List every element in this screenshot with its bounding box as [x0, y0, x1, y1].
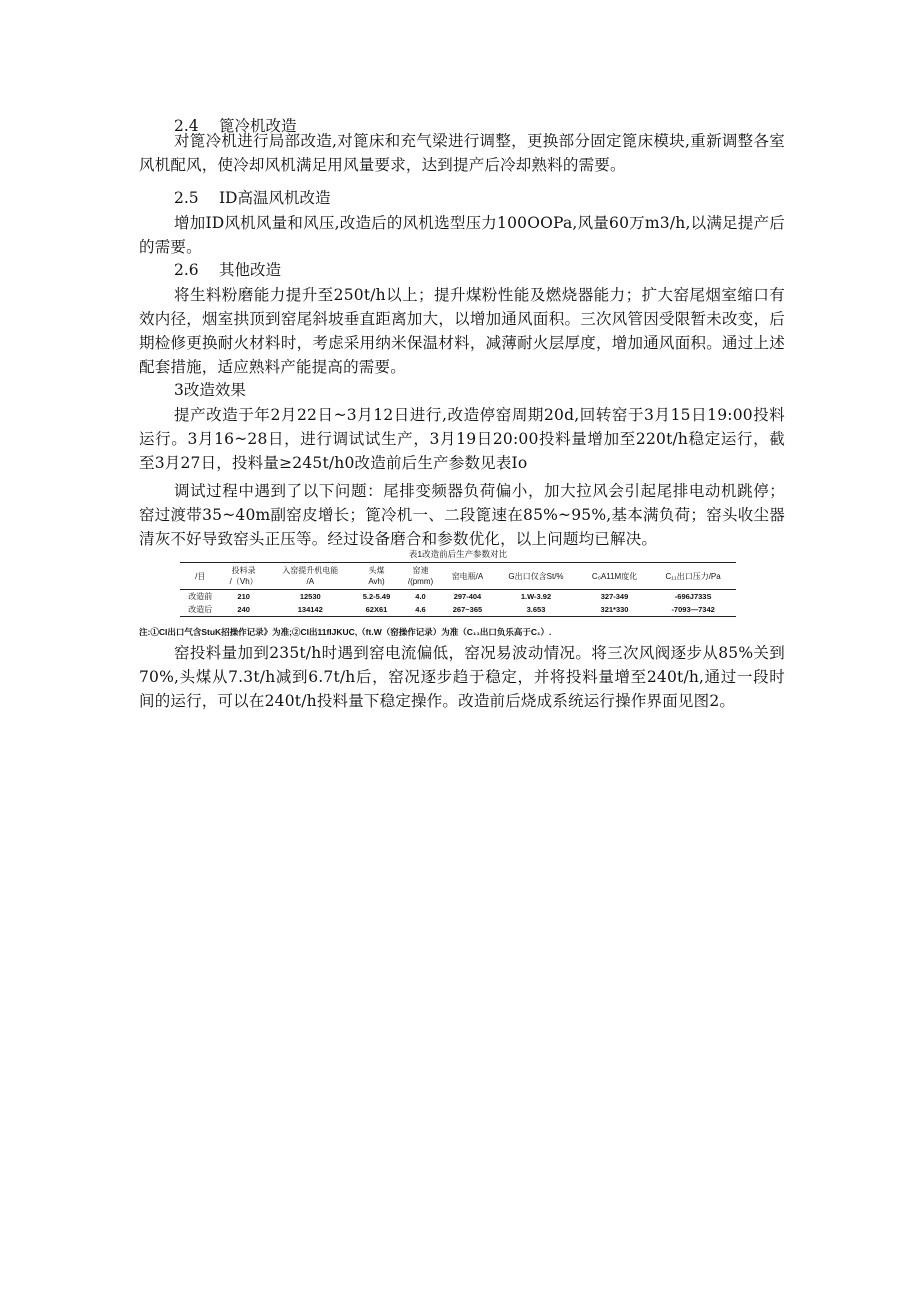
section-heading-2-6	[174, 259, 281, 281]
table-cell: 327-349	[600, 592, 629, 601]
parameter-table-block	[180, 548, 736, 617]
table-cell: 改造前	[188, 592, 213, 601]
table-row	[180, 590, 736, 604]
section-title: 3改造效果	[174, 381, 246, 399]
header-kiln-current: 窑电瓶/A	[442, 563, 493, 590]
table-footnote: 注:①CI出口气含StuK招操作记录》为准;②CI出11flJKUC,（ft.W（窑操作记录）为准（C₁₁出口负乐高于C₁）.	[139, 627, 552, 637]
table-cell: 62X61	[365, 605, 388, 614]
table-cell: 3.653	[526, 605, 546, 614]
table-cell: 1.W-3.92	[520, 592, 552, 601]
section-heading-3	[174, 379, 246, 401]
table-cell: 297-404	[453, 592, 482, 601]
table-cell: 321*330	[600, 605, 629, 614]
table-cell: 210	[237, 592, 250, 601]
parameter-table	[180, 562, 736, 617]
table-cell: 改造后	[188, 605, 213, 614]
header-item: /目	[180, 563, 221, 590]
table-title: 表1改造前后生产参数对比	[408, 549, 508, 559]
table-cell: 267~365	[452, 605, 483, 614]
header-elevator-current: 入窑提升机电能 /A	[267, 563, 354, 590]
section-number: 2.5	[174, 189, 199, 207]
table-cell: 134142	[297, 605, 323, 614]
table-cell: 5.2-5.49	[362, 592, 391, 601]
table-cell: -7093—7342	[671, 605, 715, 614]
header-head-coal: 头煤 Avh)	[354, 563, 400, 590]
header-outlet-pressure: C₁₁出口压力/Pa	[650, 563, 736, 590]
paragraph-other-modifications: 将生料粉磨能力提升至250t/h以上；提升煤粉性能及燃烧器能力；扩大窑尾烟室缩口有效内径，烟室拱顶到窑尾斜坡垂直距离加大，以增加通风面积。三次风管因受限暂未改变，后期检修更换耐火材料时，考虑采用纳米保温材料，减薄耐火层厚度，增加通风面积。通过上述配套措施，适应熟料产能提高的需要。	[139, 286, 785, 376]
table-cell: 4.0	[415, 592, 426, 601]
section-number: 2.4	[174, 117, 199, 135]
header-outlet-o2: G出口仅含St/%	[493, 563, 579, 590]
section-title: 其他改造	[218, 261, 281, 279]
section-title: ID高温风机改造	[218, 189, 331, 207]
table-row	[180, 603, 736, 617]
table-cell: -696J733S	[674, 592, 712, 601]
header-temperature: C₀A11M度化	[579, 563, 651, 590]
header-feed-rate: 投料录 /（Vh）	[221, 563, 267, 590]
section-number: 2.6	[174, 261, 199, 279]
paragraph-id-fan: 增加ID风机风量和风压,改造后的风机选型压力100OOPa,风量60万m3/h,以满足提产后的需要。	[139, 214, 785, 256]
table-header-row	[180, 563, 736, 590]
table-cell: 12530	[299, 592, 321, 601]
paragraph-grate-cooler: 对篦冷机进行局部改造,对篦床和充气梁进行调整，更换部分固定篦床模块,重新调整各室风机配风，使冷却风机满足用风量要求，达到提产后冷却熟料的需要。	[139, 132, 785, 174]
paragraph-effect-schedule: 提产改造于年2月22日~3月12日进行,改造停窑周期20d,回转窑于3月15日19:00投料运行。3月16~28日，进行调试试生产，3月19日20:00投料量增加至220t/h稳定运行，截至3月27日，投料量≥245t/h0改造前后生产参数见表Io	[139, 406, 785, 472]
header-kiln-speed: 窑速 /(pmm)	[399, 563, 441, 590]
paragraph-issues: 调试过程中遇到了以下问题：尾排变频器负荷偏小，加大拉风会引起尾排电动机跳停；窑过渡带35~40m副窑皮增长；篦冷机一、二段篦速在85%~95%,基本满负荷；窑头收尘器清灰不好导致窑头正压等。经过设备磨合和参数优化，以上问题均已解决。	[139, 482, 785, 548]
table-cell: 4.6	[415, 605, 426, 614]
section-title: 篦冷机改造	[218, 117, 297, 135]
paragraph-feed-adjustment: 窑投料量加到235t/h时遇到窑电流偏低，窑况易波动情况。将三次风阀逐步从85%关到70%,头煤从7.3t/h减到6.7t/h后，窑况逐步趋于稳定，并将投料量增至240t/h,通过一段时间的运行，可以在240t/h投料量下稳定操作。改造前后烧成系统运行操作界面见图2。	[139, 644, 785, 710]
section-heading-2-5	[174, 187, 331, 209]
table-cell: 240	[237, 605, 250, 614]
